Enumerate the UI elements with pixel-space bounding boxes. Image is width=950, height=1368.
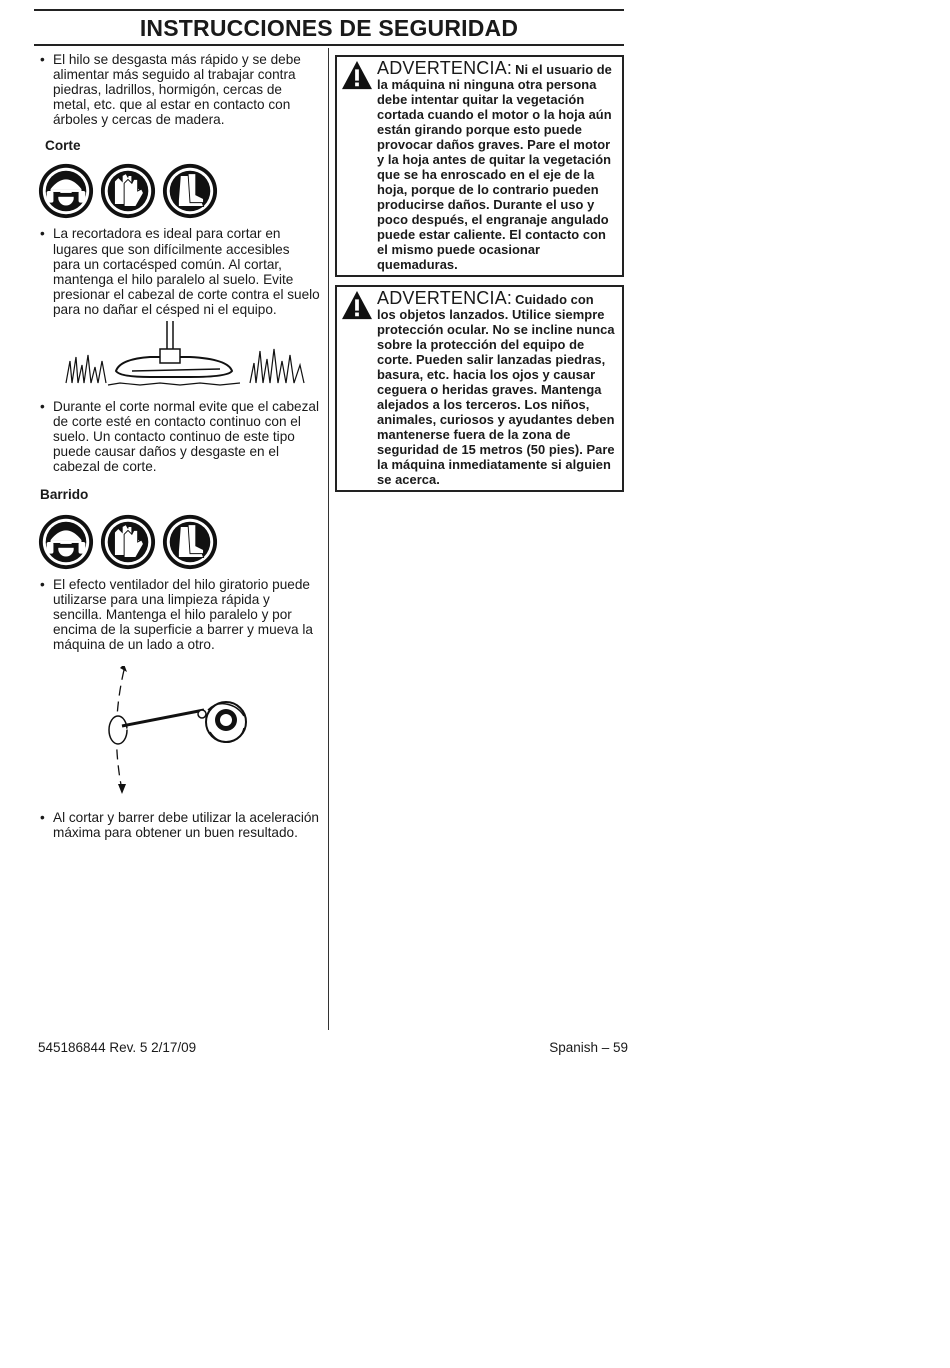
page-title: INSTRUCCIONES DE SEGURIDAD: [139, 15, 519, 41]
warning-lead-vegetation: ADVERTENCIA:: [377, 58, 513, 78]
warning-triangle-icon: [341, 60, 373, 90]
bullet-fan-effect: [38, 577, 320, 652]
bullet-line-wear: [38, 52, 320, 127]
helmet-visor-earmuffs-icon: [37, 162, 95, 220]
helmet-visor-earmuffs-icon: [37, 513, 95, 571]
top-rule: [34, 9, 624, 11]
bullet-line-wear-text: • El hilo se desgasta más rápido y se debe alimentar más seguido al trabajar contra piedras, ladrillos, hormigón, cercas de metal, etc. que al estar en contacto con árboles y cercas de madera.: [53, 52, 301, 128]
warning-text-thrown-objects: [377, 288, 616, 487]
sweeping-motion-illustration: [96, 666, 276, 796]
bullet-trimmer-ideal: [38, 226, 320, 317]
boots-icon: [161, 513, 219, 571]
ppe-icons-cutting: [37, 162, 320, 220]
column-divider: [328, 48, 329, 1030]
bullet-avoid-ground-contact: [38, 399, 320, 474]
bullet-full-throttle: [38, 810, 320, 840]
warning-box-thrown-objects: [335, 285, 624, 492]
bullet-avoid-ground-contact-text: • Durante el corte normal evite que el cabezal de corte esté en contacto continuo con el suelo. Un contacto continuo de este tipo puede causar daños y desgaste en el cabezal de corte.: [53, 399, 319, 475]
warning-triangle-icon: [341, 290, 373, 320]
warning-body-vegetation: Ni el usuario de la máquina ni ninguna otra persona debe intentar quitar la vegetación cortada cuando el motor o la hoja aún están girando porque esto puede provocar daños graves. Pare el motor y la hoja antes de quitar la vegetación que se ha enroscado en el eje de la hoja, porque de lo contrario pueden producirse daños. Durante el uso y poco después, el engranaje angulado puede estar caliente. El contacto con el mismo puede ocasionar quemaduras.: [377, 62, 612, 272]
left-column: [38, 52, 320, 840]
section-heading-sweeping: Barrido: [40, 486, 89, 502]
bullet-trimmer-ideal-text: • La recortadora es ideal para cortar en lugares que son difícilmente accesibles para un cortacésped común. Al cortar, mantenga el hilo paralelo al suelo. Evite presionar el cabezal de corte contra el suelo para no dañar el césped ni el equipo.: [53, 226, 320, 317]
warning-lead-thrown-objects: ADVERTENCIA:: [377, 288, 513, 308]
ppe-icons-sweeping: [37, 513, 320, 571]
trimmer-head-parallel-illustration: [60, 321, 310, 393]
footer-page-number: Spanish – 59: [549, 1040, 628, 1055]
warning-box-vegetation: [335, 55, 624, 277]
boots-icon: [161, 162, 219, 220]
footer-document-code: 545186844 Rev. 5 2/17/09: [38, 1040, 197, 1055]
section-heading-cutting: Corte: [45, 138, 81, 154]
warning-text-vegetation: [377, 58, 616, 272]
gloves-icon: [99, 162, 157, 220]
bullet-full-throttle-text: • Al cortar y barrer debe utilizar la aceleración máxima para obtener un buen resultado.: [53, 809, 319, 841]
warning-body-thrown-objects: Cuidado con los objetos lanzados. Utilice siempre protección ocular. No se incline nunca sobre la protección del equipo de corte. Pueden salir lanzadas piedras, basura, etc. hacia los ojos y causar ceguera o heridas graves. Mantenga alejados a los terceros. Los niños, animales, curiosos y ayudantes deben mantenerse fuera de la zona de seguridad de 15 metros (50 pies). Pare la máquina inmediatamente si alguien se acerca.: [377, 292, 615, 487]
bullet-fan-effect-text: • El efecto ventilador del hilo giratorio puede utilizarse para una limpieza rápida y sencilla. Mantenga el hilo paralelo y por encima de la superficie a barrer y mueva la máquina de un lado a otro.: [53, 576, 313, 652]
right-column: [335, 55, 624, 500]
header-rule: [34, 44, 624, 46]
gloves-icon: [99, 513, 157, 571]
